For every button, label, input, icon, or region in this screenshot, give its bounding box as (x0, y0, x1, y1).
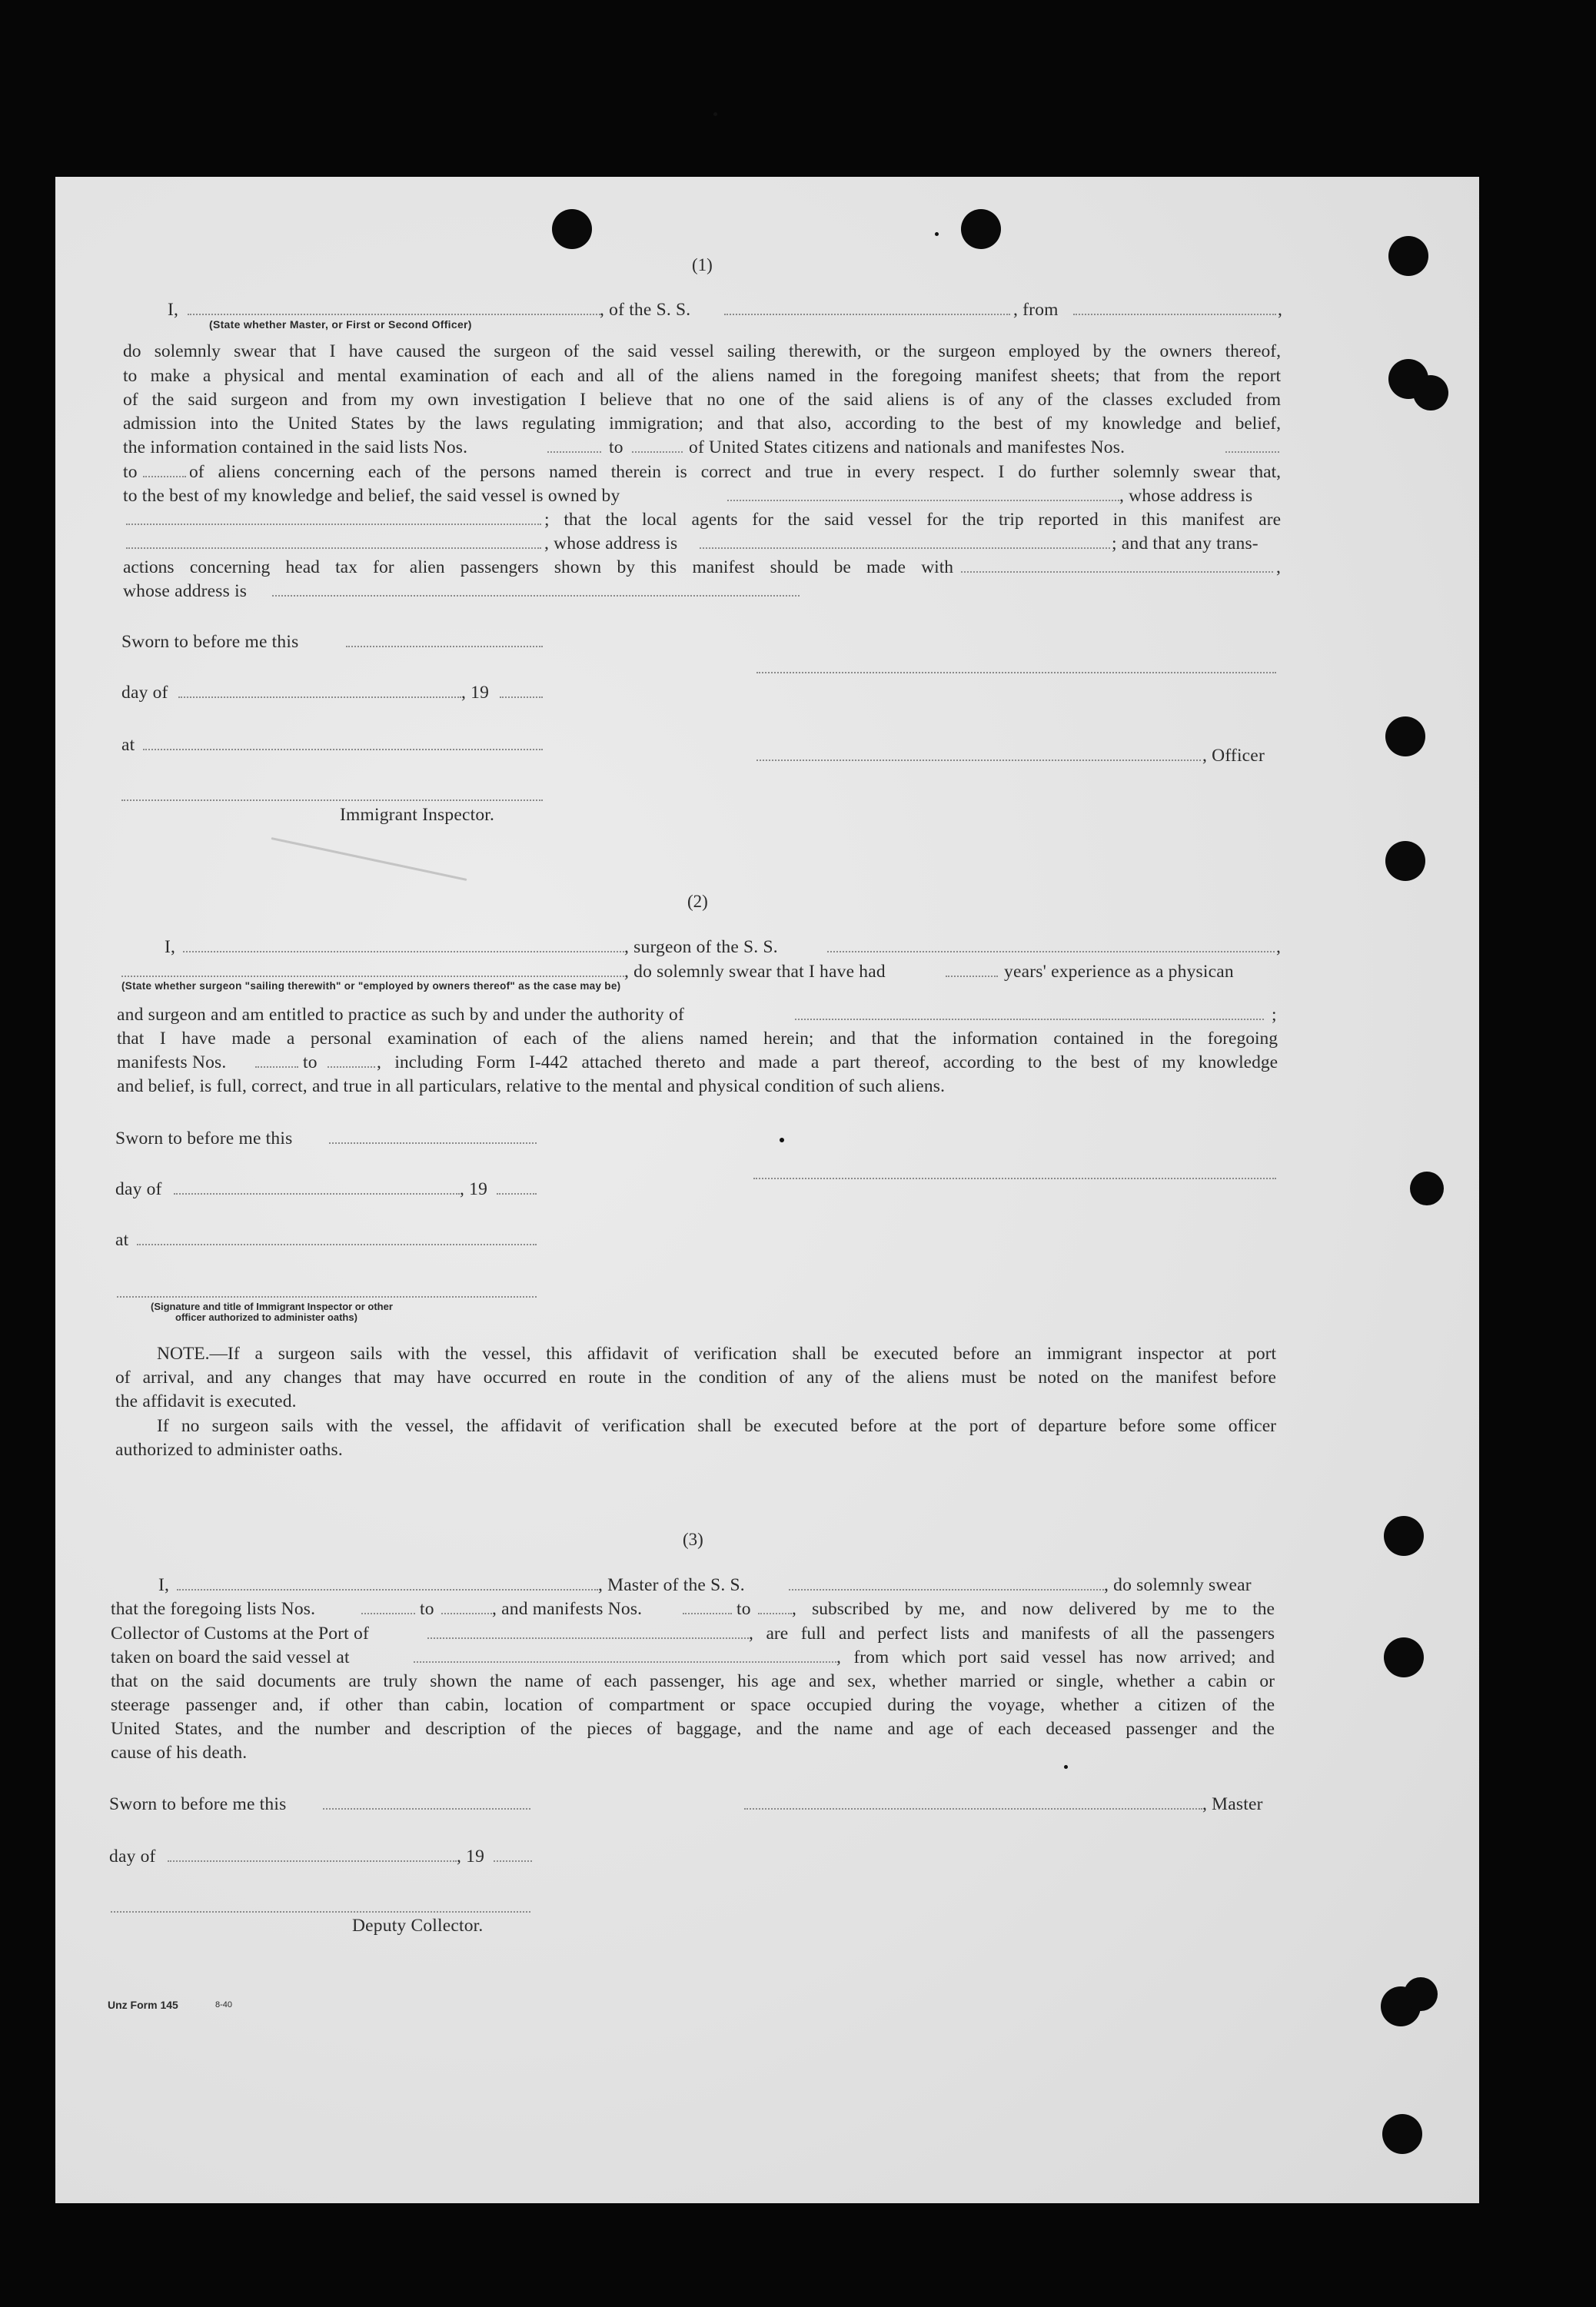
deputy-signature-field[interactable] (111, 1911, 530, 1913)
note-line: If no surgeon sails with the vessel, the affidavit of verification shall be executed before at the port of departure before some officer (157, 1416, 1276, 1436)
punch-hole (1385, 716, 1425, 756)
documents-line: cause of his death. (111, 1743, 248, 1763)
authority-field[interactable] (795, 1019, 1264, 1020)
day-of-label: day of (121, 683, 168, 703)
punch-hole (961, 209, 1001, 249)
belief-line: and belief, is full, correct, and true in all particulars, relative to the mental and physical condition of such aliens. (117, 1076, 946, 1096)
section-number: (3) (683, 1530, 703, 1549)
sworn-label: Sworn to before me this (121, 632, 299, 652)
citizens-label: of United States citizens and nationals and manifestes Nos. (689, 437, 1126, 457)
manifests-text: , including Form I-442 attached thereto and made a part thereof, according to the best of my knowledge (377, 1052, 1278, 1072)
surgeon-of-label: , surgeon of the S. S. (624, 937, 778, 957)
vessel-name-field[interactable] (724, 314, 1010, 315)
year-field[interactable] (494, 1860, 532, 1862)
sworn-label: Sworn to before me this (109, 1794, 287, 1814)
manifests-label: , and manifests Nos. (492, 1599, 643, 1619)
ink-dot (1064, 1765, 1068, 1769)
agents-field[interactable] (126, 547, 541, 549)
at-field[interactable] (137, 1244, 537, 1245)
day-of-label: day of (109, 1847, 156, 1867)
manifests-to-field[interactable] (758, 1613, 792, 1614)
sworn-date-field[interactable] (346, 646, 543, 647)
officer-label: , Officer (1202, 746, 1265, 766)
documents-line: United States, and the number and description of the pieces of baggage, and the name and age of each deceased passenger and the (111, 1719, 1275, 1739)
year-field[interactable] (500, 696, 543, 698)
punch-hole (1382, 2114, 1422, 2154)
vessel-name-field[interactable] (827, 951, 1275, 952)
day-of-label: day of (115, 1179, 162, 1199)
collector-text: , are full and perfect lists and manifests of all the passengers (749, 1624, 1275, 1644)
ink-dot (713, 112, 717, 116)
officer-title-field[interactable] (188, 314, 603, 315)
whose-address-label: , whose address is (1119, 486, 1253, 506)
sworn-label: Sworn to before me this (115, 1129, 293, 1149)
manifests-to-field[interactable] (328, 1066, 375, 1068)
day-of-field[interactable] (168, 1860, 457, 1862)
years-field[interactable] (946, 976, 998, 977)
collector-label: Collector of Customs at the Port of (111, 1624, 369, 1644)
to-label: to (303, 1052, 318, 1072)
port-field[interactable] (427, 1637, 749, 1639)
from-label: , from (1013, 300, 1059, 320)
punch-hole (1384, 1637, 1424, 1677)
master-label: , Master (1202, 1794, 1263, 1814)
form-id-suffix: 8-40 (215, 2000, 233, 2009)
comma: , (1278, 300, 1283, 320)
whose-address-label: , whose address is (544, 534, 678, 553)
lists-to-field[interactable] (441, 1613, 492, 1614)
sworn-date-field[interactable] (323, 1808, 530, 1810)
officer-title-note: (State whether Master, or First or Second Officer) (209, 318, 472, 331)
oath-line: to make a physical and mental examination of each and all of the aliens named in the foregoing manifest sheets; that from the report (123, 366, 1281, 386)
whose-address-label: whose address is (123, 581, 248, 601)
year-label: , 19 (460, 1179, 488, 1199)
punch-hole (1410, 1172, 1444, 1205)
officer-signature-field[interactable] (756, 760, 1201, 761)
punch-hole (1385, 841, 1425, 881)
year-label: , 19 (461, 683, 490, 703)
punch-hole (1413, 375, 1448, 411)
note-line: of arrival, and any changes that may have occurred en route in the condition of any of the aliens must be noted on the manifest before (115, 1368, 1276, 1388)
at-label: at (115, 1230, 129, 1250)
signature-note: (Signature and title of Immigrant Inspector or other (151, 1301, 393, 1312)
practice-label: and surgeon and am entitled to practice as such by and under the authority of (117, 1005, 685, 1025)
section-number: (2) (687, 892, 708, 911)
years-exp-label: years' experience as a physican (1004, 962, 1234, 982)
i-label: I, (158, 1575, 170, 1595)
to-label: to (609, 437, 623, 457)
manifests-from-field[interactable] (1225, 451, 1279, 453)
i-label: I, (168, 300, 179, 320)
ink-dot (780, 1138, 784, 1142)
to-label: to (123, 462, 138, 482)
manifests-to-field[interactable] (143, 476, 186, 477)
exam-line: that I have made a personal examination of each of the aliens named herein; and that the information contained in the foregoing (117, 1029, 1278, 1049)
punch-hole (552, 209, 592, 249)
inspector-signature-field[interactable] (117, 1296, 537, 1298)
subscribed-label: , subscribed by me, and now delivered by me to the (792, 1599, 1275, 1619)
note-line: the affidavit is executed. (115, 1391, 297, 1411)
comma: , (1276, 557, 1282, 577)
day-of-field[interactable] (178, 696, 461, 698)
documents-line: that on the said documents are truly shown the name of each passenger, his age and sex, whether married or single, whether a cabin or (111, 1671, 1275, 1691)
of-the-ss-label: , of the S. S. (600, 300, 691, 320)
year-field[interactable] (497, 1193, 537, 1195)
manifests-from-field[interactable] (255, 1066, 298, 1068)
surgeon-name-field[interactable] (183, 951, 624, 952)
surgeon-status-field[interactable] (121, 976, 624, 977)
lists-from-field[interactable] (361, 1613, 415, 1614)
vessel-name-field[interactable] (789, 1589, 1104, 1591)
owner-address-field[interactable] (126, 524, 541, 525)
master-of-label: , Master of the S. S. (598, 1575, 745, 1595)
do-solemnly-label: , do solemnly swear (1104, 1575, 1252, 1595)
lists-to-field[interactable] (632, 451, 683, 453)
punch-hole (1388, 236, 1428, 276)
semicolon: ; (1272, 1005, 1277, 1025)
owned-by-label: to the best of my knowledge and belief, the said vessel is owned by (123, 486, 620, 506)
departure-port-field[interactable] (414, 1661, 836, 1663)
surgeon-status-note: (State whether surgeon "sailing therewith" or "employed by owners thereof" as the case may be) (121, 980, 621, 992)
head-tax-party-field[interactable] (961, 571, 1273, 573)
oath-line: of the said surgeon and from my own investigation I believe that no one of the said aliens is of any of the classes excluded from (123, 390, 1281, 410)
form-id: Unz Form 145 (108, 1999, 178, 2011)
inspector-label: Immigrant Inspector. (340, 805, 495, 825)
manifests-label: manifests Nos. (117, 1052, 227, 1072)
deputy-label: Deputy Collector. (352, 1916, 484, 1936)
signature-note: officer authorized to administer oaths) (175, 1311, 357, 1323)
oath-line: admission into the United States by the laws regulating immigration; and that also, according to the best of my knowledge and belief, (123, 414, 1281, 434)
at-label: at (121, 735, 135, 755)
note-line: authorized to administer oaths. (115, 1440, 343, 1460)
inspector-signature-field[interactable] (121, 799, 543, 801)
at-field[interactable] (143, 749, 543, 750)
lists-from-field[interactable] (547, 451, 601, 453)
taken-on-label: taken on board the said vessel at (111, 1647, 350, 1667)
i-label: I, (165, 937, 176, 957)
documents-line: steerage passenger and, if other than cabin, location of compartment or space occupied during the voyage, whether a citizen of the (111, 1695, 1275, 1715)
head-tax-address-field[interactable] (272, 595, 800, 597)
punch-hole (1384, 1516, 1424, 1556)
from-port-field[interactable] (1073, 314, 1276, 315)
officer-signature-upper[interactable] (756, 672, 1276, 673)
lists-label: that the foregoing lists Nos. (111, 1599, 316, 1619)
info-label: the information contained in the said lists Nos. (123, 437, 468, 457)
year-label: , 19 (457, 1847, 485, 1867)
surgeon-signature-field[interactable] (753, 1178, 1276, 1179)
local-agents-label: ; that the local agents for the said vessel for the trip reported in this manifest are (544, 510, 1281, 530)
master-signature-field[interactable] (744, 1808, 1202, 1810)
owner-field[interactable] (727, 500, 1119, 501)
any-trans-label: ; and that any trans- (1112, 534, 1259, 553)
master-name-field[interactable] (177, 1589, 598, 1591)
aliens-line: of aliens concerning each of the persons named therein is correct and true in every respect. I do further solemnly swear that, (189, 462, 1281, 482)
comma: , (1276, 937, 1282, 957)
oath-line: do solemnly swear that I have caused the surgeon of the said vessel sailing therewith, or the surgeon employed by the owners thereof, (123, 341, 1281, 361)
ink-dot (935, 232, 939, 236)
punch-hole (1404, 1977, 1438, 2011)
manifests-from-field[interactable] (683, 1613, 732, 1614)
day-of-field[interactable] (174, 1193, 460, 1195)
head-tax-label: actions concerning head tax for alien passengers shown by this manifest should be made with (123, 557, 953, 577)
to-label: to (736, 1599, 751, 1619)
taken-on-text: , from which port said vessel has now arrived; and (836, 1647, 1275, 1667)
to-label: to (420, 1599, 434, 1619)
agents-address-field[interactable] (700, 547, 1110, 549)
section-number: (1) (692, 255, 713, 274)
note-line: NOTE.—If a surgeon sails with the vessel, this affidavit of verification shall be executed before an immigrant inspector at port (157, 1344, 1276, 1364)
sworn-date-field[interactable] (329, 1142, 537, 1144)
do-solemnly-label: , do solemnly swear that I have had (624, 962, 886, 982)
